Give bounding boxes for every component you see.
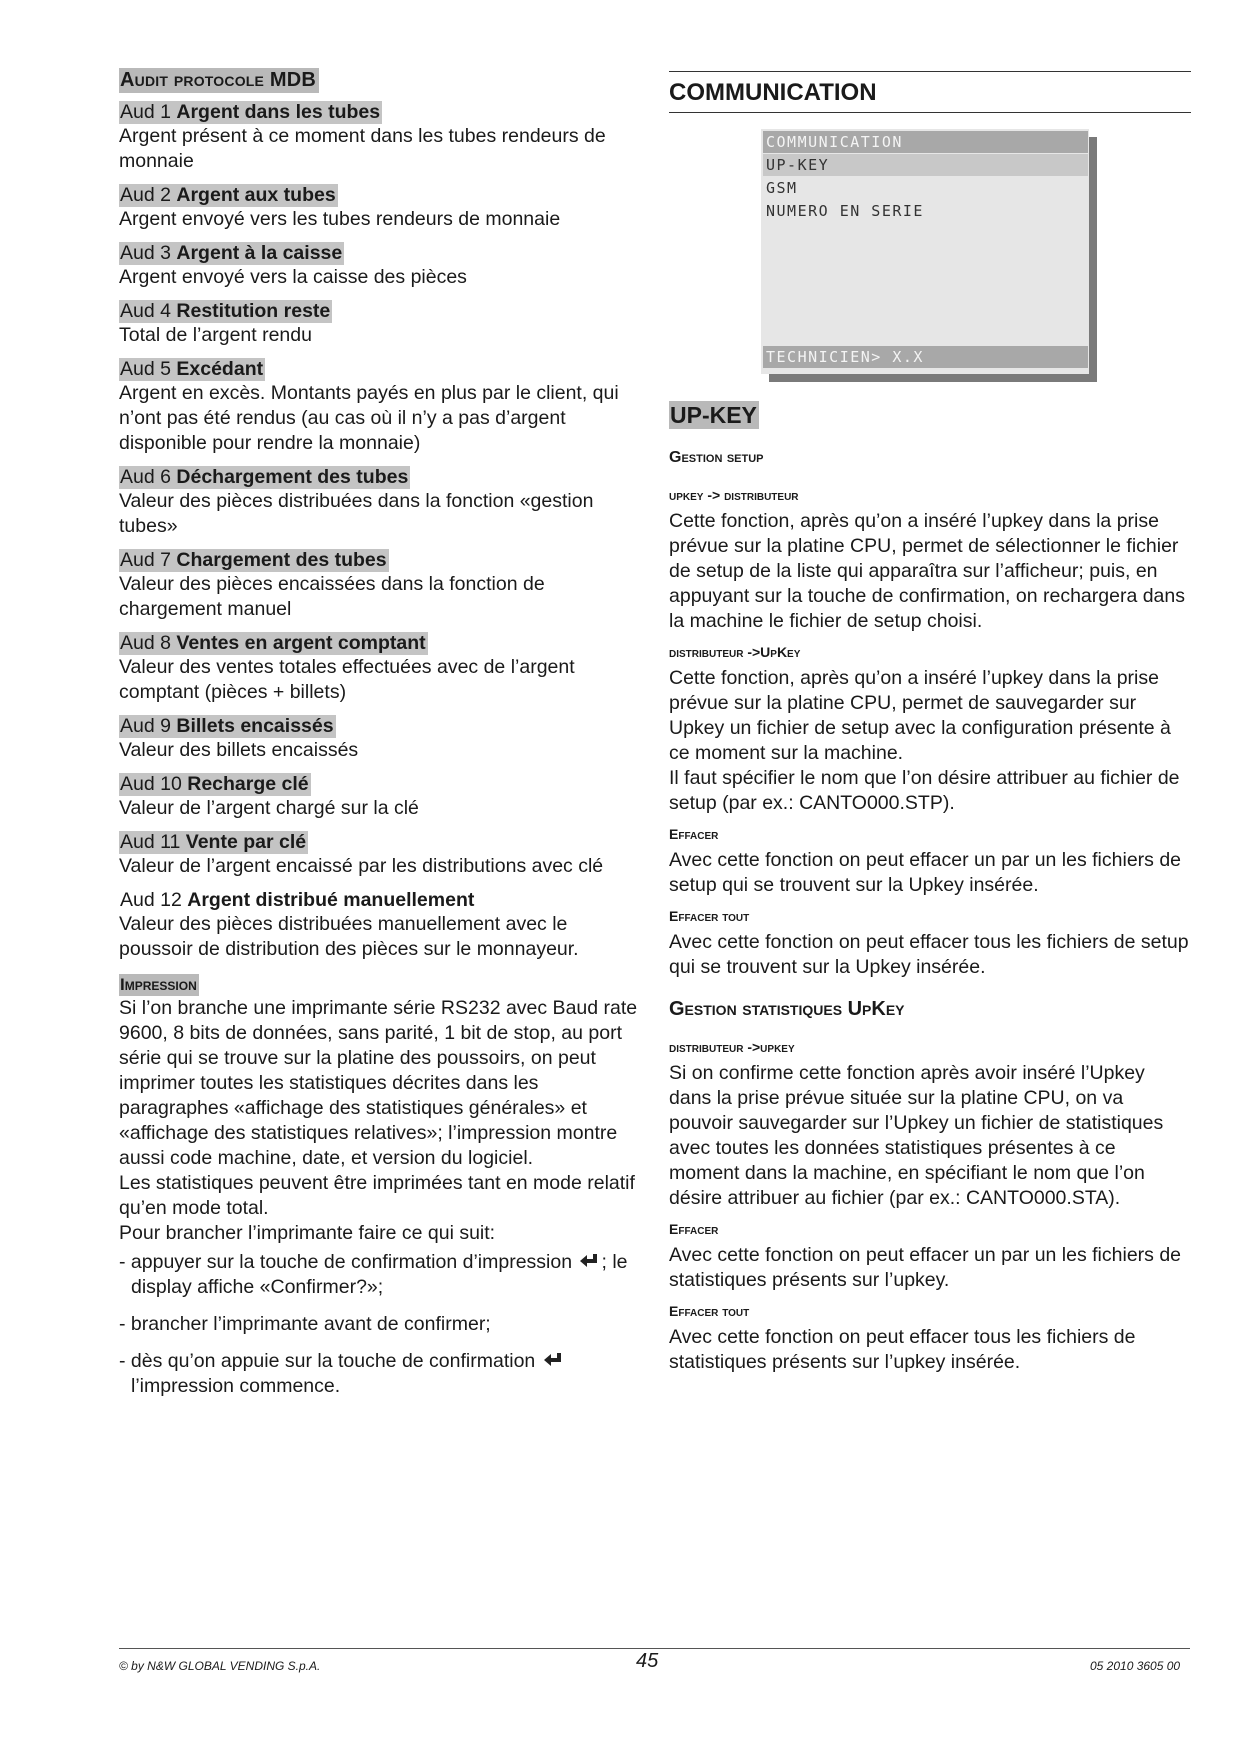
audit-number: Aud 7 (120, 549, 171, 571)
impression-paragraph-3: Pour brancher l’imprimante faire ce qui suit: (119, 1222, 496, 1244)
audit-item-title (119, 101, 382, 124)
audit-item (119, 184, 639, 232)
audit-number: Aud 11 (120, 831, 181, 853)
audit-number: Aud 9 (120, 715, 171, 737)
gestion-setup-heading: Gestion setup (669, 449, 764, 466)
effacer-tout-heading-2: Effacer tout (669, 1303, 750, 1319)
distrib-upkey-text-2: Il faut spécifier le nom que l’on désire attribuer au fichier de setup (par ex.: CANTO000.STP). (669, 767, 1180, 814)
upkey-heading: UP-KEY (670, 402, 757, 428)
enter-key-icon (543, 1352, 563, 1370)
distrib-upkey2-text: Si on confirme cette fonction après avoir inséré l’Upkey dans la prise prévue située sur la platine CPU, on va pouvoir sauvegarder sur l’Upkey un fichier de statistiques avec toutes les données statistiques présentes à ce moment dans la machine, en spécifiant le nom que l’on désire attribuer au fichier (par ex.: CANTO000.STA). (669, 1062, 1164, 1209)
audit-item (119, 466, 639, 539)
audit-number: Aud 2 (120, 184, 171, 206)
page-number: 45 (636, 1650, 659, 1672)
audit-item-title (119, 889, 476, 912)
impression-paragraph-2: Les statistiques peuvent être imprimées tant en mode relatif qu’en mode total. (119, 1172, 635, 1219)
communication-heading: COMMUNICATION (669, 71, 1191, 113)
impression-bullet-1 (119, 1250, 639, 1300)
bullet-3-text-a: - dès qu’on appuie sur la touche de confirmation (119, 1350, 536, 1372)
upkey-distrib-text: Cette fonction, après qu’on a inséré l’upkey dans la prise prévue sur la platine CPU, permet de sélectionner le fichier de setup de la liste qui apparaîtra sur l’afficheur; puis, en appuyant sur la touche de confirmation, on rechargera dans la machine le fichier de setup choisi. (669, 510, 1185, 632)
audit-item-title (119, 242, 344, 265)
screen-item-upkey: UP-KEY (763, 154, 1088, 176)
audit-number: Aud 4 (120, 300, 171, 322)
audit-number: Aud 3 (120, 242, 171, 264)
audit-number: Aud 10 (120, 773, 182, 795)
footer-copyright: © by N&W GLOBAL VENDING S.p.A. (119, 1659, 321, 1673)
effacer-heading-1: Effacer (669, 826, 719, 842)
audit-number: Aud 8 (120, 632, 171, 654)
audit-title: Argent dans les tubes (176, 101, 381, 123)
audit-title: Billets encaissés (176, 715, 334, 737)
audit-item (119, 300, 639, 348)
audit-item (119, 358, 639, 456)
audit-title: Recharge clé (187, 773, 309, 795)
audit-item-title (119, 358, 265, 381)
audit-description: Argent envoyé vers la caisse des pièces (119, 266, 467, 288)
effacer-tout-text-1: Avec cette fonction on peut effacer tous les fichiers de setup qui se trouvent sur la Upkey insérée. (669, 931, 1189, 978)
effacer-tout-heading-1: Effacer tout (669, 908, 750, 924)
effacer-text-1: Avec cette fonction on peut effacer un par un les fichiers de setup qui se trouvent sur la Upkey insérée. (669, 849, 1182, 896)
left-column (119, 68, 639, 1399)
audit-description: Valeur de l’argent chargé sur la clé (119, 797, 419, 819)
audit-item-title (119, 831, 308, 854)
display-screen (761, 129, 1091, 379)
footer-rule (119, 1648, 1190, 1649)
effacer-text-2: Avec cette fonction on peut effacer un par un les fichiers de statistiques présents sur l’upkey. (669, 1244, 1182, 1291)
audit-title: Chargement des tubes (176, 549, 387, 571)
audit-description: Valeur des pièces distribuées dans la fonction «gestion tubes» (119, 490, 594, 537)
audit-item (119, 831, 639, 879)
audit-item-title (119, 184, 338, 207)
screen-header: COMMUNICATION (763, 131, 1088, 153)
audit-title: Argent à la caisse (176, 242, 343, 264)
audit-title: Restitution reste (176, 300, 331, 322)
audit-item-title (119, 466, 410, 489)
audit-description: Total de l’argent rendu (119, 324, 312, 346)
audit-item-title (119, 549, 389, 572)
audit-description: Valeur des billets encaissés (119, 739, 359, 761)
audit-title: Déchargement des tubes (176, 466, 409, 488)
document-code: 05 2010 3605 00 (1090, 1659, 1181, 1673)
audit-description: Valeur des pièces encaissées dans la fonction de chargement manuel (119, 573, 545, 620)
audit-description: Argent présent à ce moment dans les tubes rendeurs de monnaie (119, 125, 606, 172)
audit-item-title (119, 632, 428, 655)
audit-title: Ventes en argent comptant (176, 632, 426, 654)
upkey-distrib-heading: upkey -> distributeur (669, 487, 799, 503)
audit-title: Argent aux tubes (176, 184, 336, 206)
audit-number: Aud 6 (120, 466, 171, 488)
screen-footer: TECHNICIEN> X.X (763, 346, 1088, 368)
audit-item (119, 632, 639, 705)
audit-title: Vente par clé (185, 831, 307, 853)
audit-item (119, 889, 639, 962)
distrib-upkey-heading: distributeur ->UpKey (669, 644, 801, 660)
audit-item-title (119, 773, 311, 796)
screen-item-numero: NUMERO EN SERIE (766, 202, 924, 220)
audit-description: Argent envoyé vers les tubes rendeurs de monnaie (119, 208, 561, 230)
effacer-heading-2: Effacer (669, 1221, 719, 1237)
distrib-upkey-text-1: Cette fonction, après qu’on a inséré l’upkey dans la prise prévue sur la platine CPU, permet de sauvegarder sur Upkey un fichier de setup avec la configuration présente à ce moment sur la machine. (669, 667, 1171, 764)
audit-number: Aud 1 (120, 101, 171, 123)
audit-description: Valeur des ventes totales effectuées avec de l’argent comptant (pièces + billets) (119, 656, 575, 703)
audit-title: Argent distribué manuellement (187, 889, 475, 911)
audit-item-title (119, 300, 332, 323)
impression-bullet-3 (119, 1349, 639, 1399)
impression-bullet-2: - brancher l’imprimante avant de confirmer; (119, 1313, 491, 1335)
audit-item (119, 242, 639, 290)
audit-description: Valeur des pièces distribuées manuellement avec le poussoir de distribution des pièces sur le monnayeur. (119, 913, 579, 960)
audit-number: Aud 12 (120, 889, 182, 911)
audit-item (119, 101, 639, 174)
bullet-1-text-b: ; le display affiche «Confirmer?»; (131, 1251, 628, 1298)
bullet-1-text-a: - appuyer sur la touche de confirmation d’impression (119, 1251, 573, 1273)
audit-list (119, 101, 639, 962)
audit-item (119, 549, 639, 622)
audit-item (119, 715, 639, 763)
audit-item-title (119, 715, 336, 738)
gestion-statistiques-heading: Gestion statistiques UpKey (669, 998, 905, 1020)
audit-description: Argent en excès. Montants payés en plus par le client, qui n’ont pas été rendus (au cas où il n’y a pas d’argent disponible pour rendre la monnaie) (119, 382, 619, 454)
right-column (669, 68, 1191, 1375)
audit-item (119, 773, 639, 821)
distrib-upkey2-heading: distributeur ->upkey (669, 1039, 795, 1055)
impression-paragraph-1: Si l’on branche une imprimante série RS232 avec Baud rate 9600, 8 bits de données, sans parité, 1 bit de stop, au port série qui se trouve sur la platine des poussoirs, on peut imprimer toutes les statistiques décrites dans les paragraphes «affichage des statistiques générales» et «affichage des statistiques relatives»; l’impression montre aussi code machine, date, et version du logiciel. (119, 997, 638, 1169)
audit-description: Valeur de l’argent encaissé par les distributions avec clé (119, 855, 604, 877)
effacer-tout-text-2: Avec cette fonction on peut effacer tous les fichiers de statistiques présents sur l’upkey insérée. (669, 1326, 1136, 1373)
audit-title: Excédant (176, 358, 264, 380)
section-title-impression: Impression (120, 975, 197, 994)
screen-item-gsm: GSM (766, 179, 798, 197)
bullet-3-text-b: l’impression commence. (131, 1375, 341, 1397)
enter-key-icon (579, 1253, 599, 1271)
audit-number: Aud 5 (120, 358, 171, 380)
screen-panel (761, 129, 1089, 374)
section-title-audit: Audit protocole MDB (119, 68, 319, 93)
